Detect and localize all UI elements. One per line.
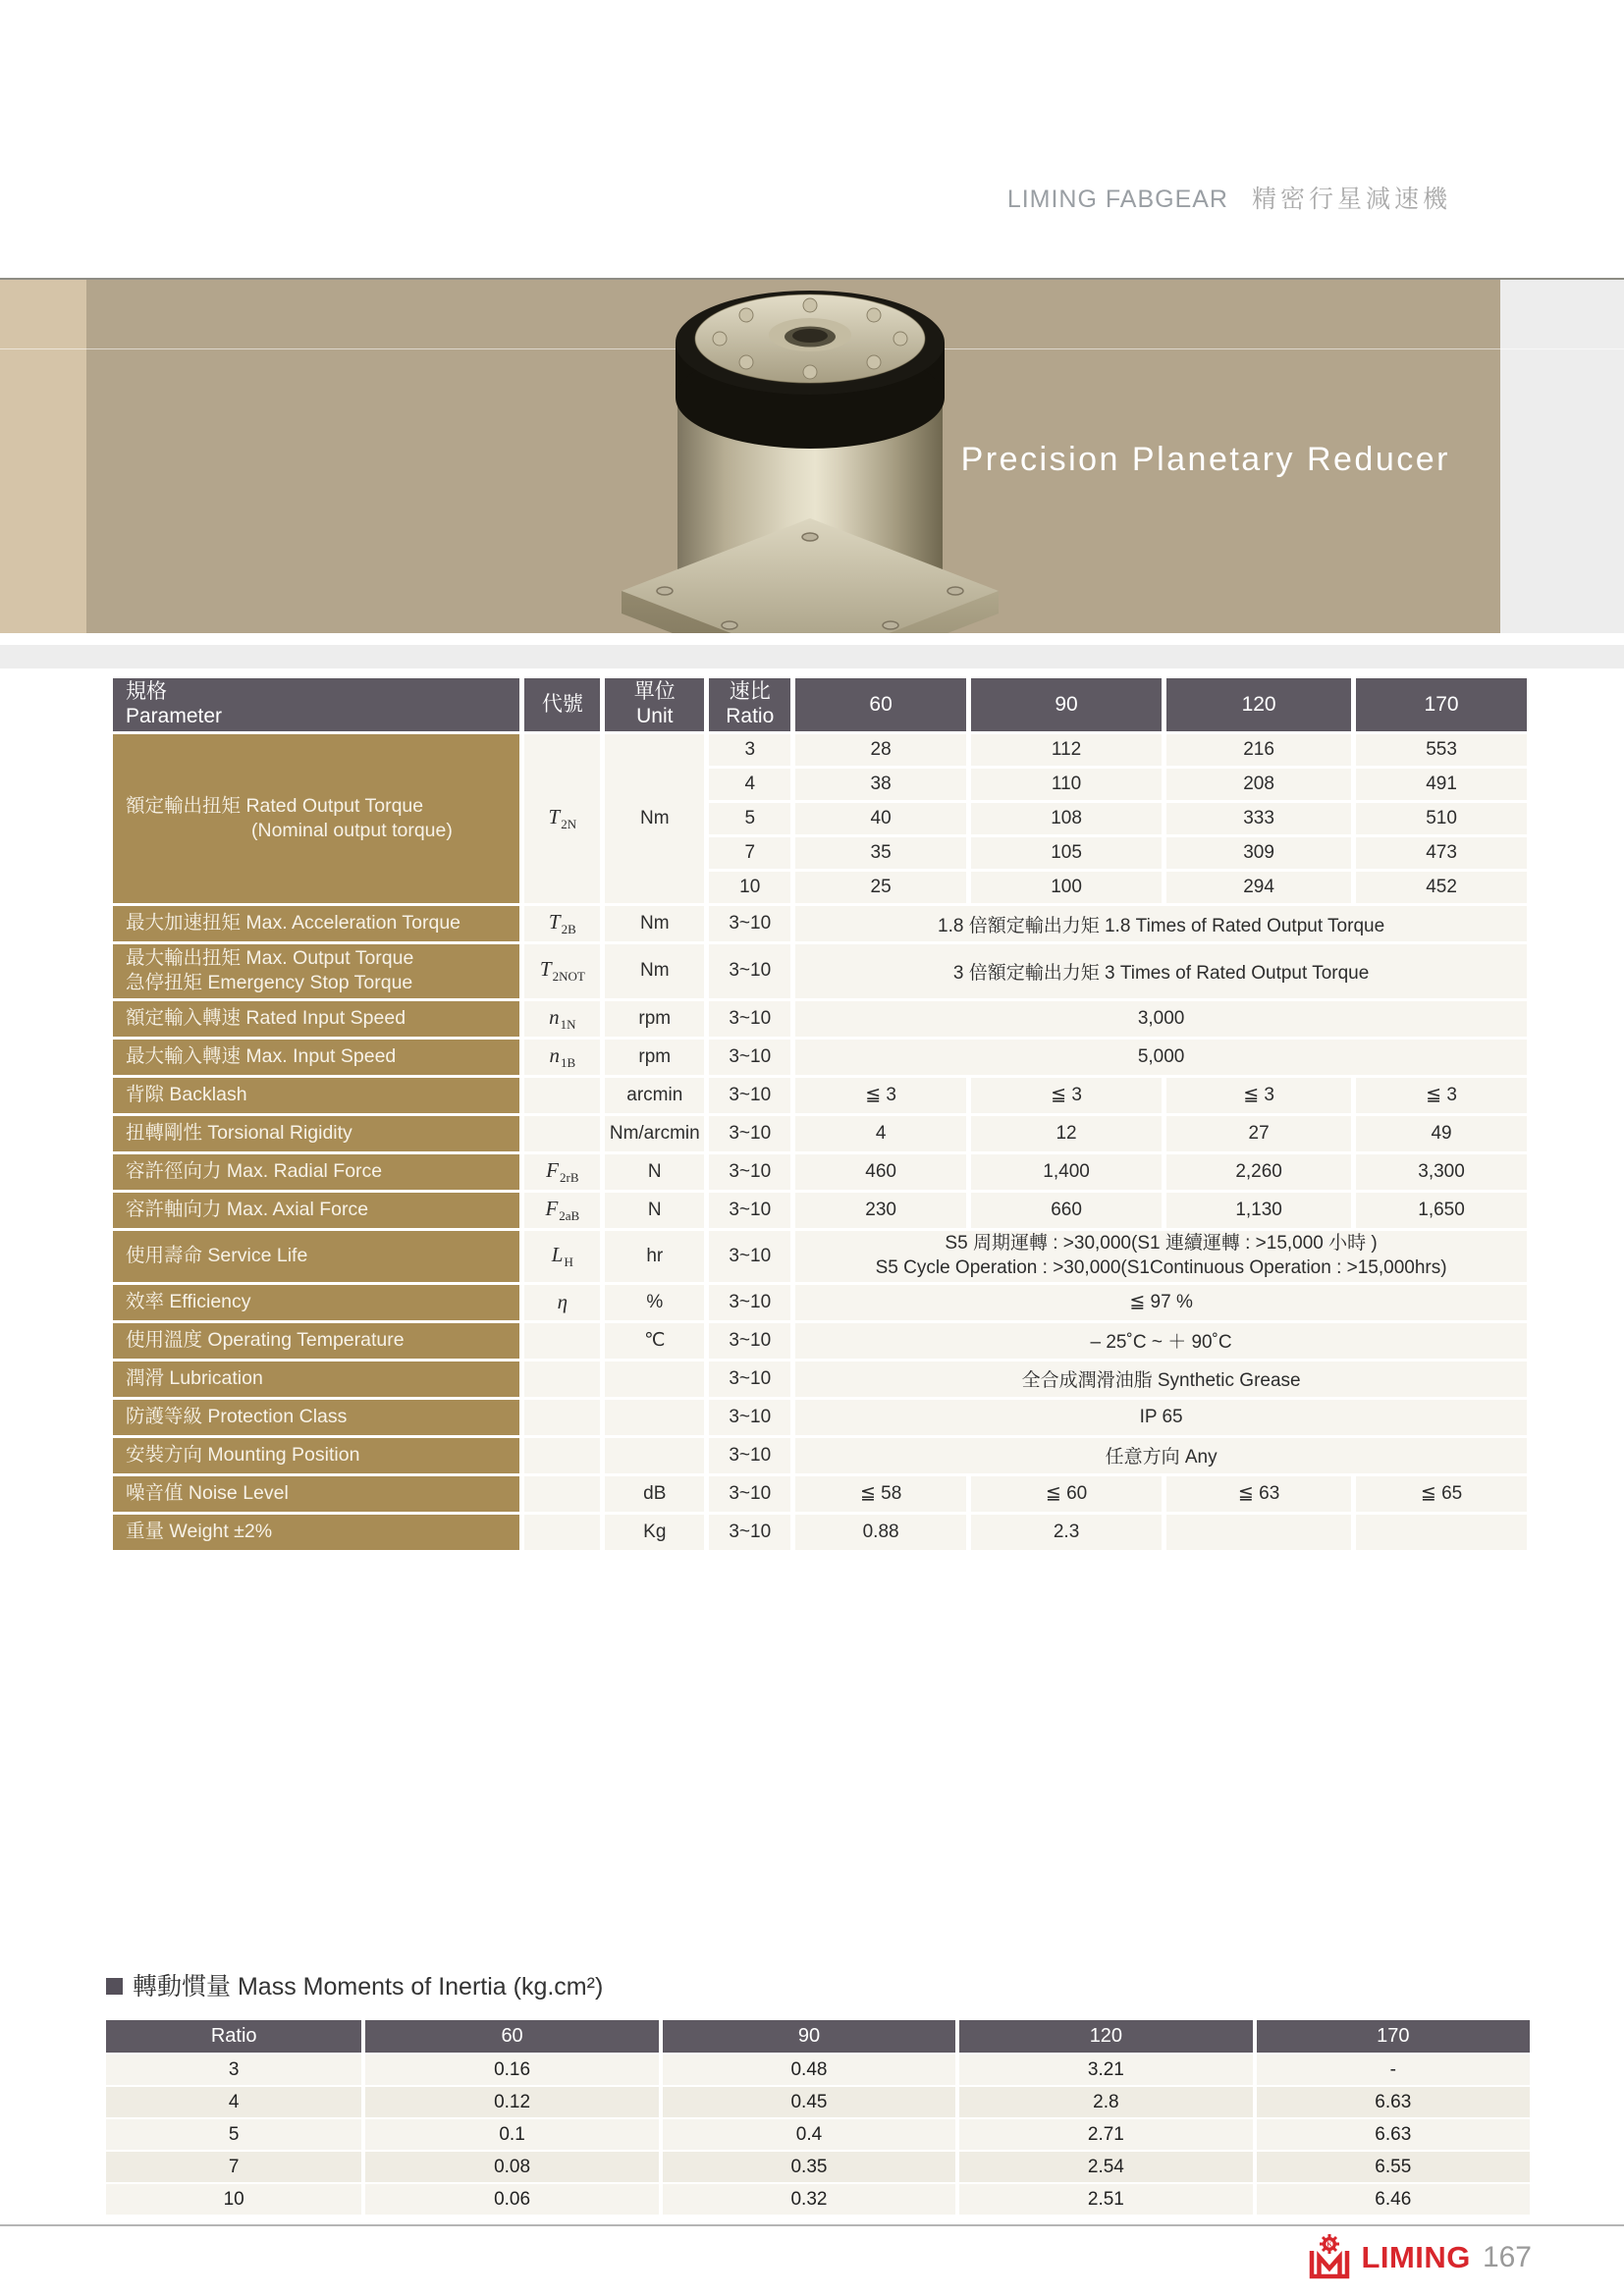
spec-value-cell: 491 [1356, 769, 1527, 800]
spec-ratio-cell: 3~10 [709, 1154, 790, 1190]
spec-header-size-60: 60 [795, 678, 966, 731]
spec-unit-cell: Nm [605, 906, 704, 941]
spec-ratio-cell: 3~10 [709, 1438, 790, 1473]
spec-value-cell: 25 [795, 872, 966, 903]
spec-label-efficiency: 效率 Efficiency [113, 1285, 519, 1320]
inertia-cell: 6.63 [1257, 2119, 1530, 2150]
spec-value-cell: 12 [971, 1116, 1162, 1151]
inertia-cell: 3 [106, 2055, 361, 2085]
brand-tagline: 精密行星減速機 [1251, 186, 1451, 213]
spec-label-rated-output-torque [113, 734, 519, 903]
spec-value-cell: 1,650 [1356, 1193, 1527, 1228]
spec-ratio-cell: 5 [709, 803, 790, 834]
spec-value-cell: 510 [1356, 803, 1527, 834]
inertia-cell: 0.35 [663, 2152, 955, 2182]
inertia-row [106, 2087, 1530, 2117]
spec-value-cell [1356, 1515, 1527, 1550]
spec-label-rated-input-speed: 額定輸入轉速 Rated Input Speed [113, 1001, 519, 1037]
spec-label-protection-class: 防護等級 Protection Class [113, 1400, 519, 1435]
spec-value-cell: 208 [1166, 769, 1351, 800]
footer-divider [0, 2224, 1624, 2226]
spec-header-unit [605, 678, 704, 731]
spec-label-lubrication: 潤滑 Lubrication [113, 1362, 519, 1397]
spec-header-size-120: 120 [1166, 678, 1351, 731]
spec-value-cell: ≦ 60 [971, 1476, 1162, 1512]
spec-label-max-radial-force: 容許徑向力 Max. Radial Force [113, 1154, 519, 1190]
spec-ratio-cell: 3~10 [709, 1362, 790, 1397]
spec-symbol-n1b: $n_{1B}$ [524, 1040, 600, 1075]
inertia-cell: 4 [106, 2087, 361, 2117]
inertia-cell: 2.8 [959, 2087, 1252, 2117]
inertia-cell: 0.32 [663, 2184, 955, 2215]
spec-header-size-90: 90 [971, 678, 1162, 731]
spec-value-cell: 1,130 [1166, 1193, 1351, 1228]
spec-symbol-t2n: $T_{2N}$ [524, 734, 600, 903]
section-marker-icon [106, 1978, 123, 1995]
spec-row-rated-input-speed [113, 1001, 1527, 1037]
spec-value-cell [795, 1231, 1527, 1282]
spec-label-max-output-torque [113, 944, 519, 998]
spec-symbol-cell [524, 1078, 600, 1113]
spec-unit-cell: hr [605, 1231, 704, 1282]
spec-label-service-life: 使用壽命 Service Life [113, 1231, 519, 1282]
spec-value-cell: 309 [1166, 837, 1351, 869]
spec-value-cell: 216 [1166, 734, 1351, 766]
label-note: (Nominal output torque) [251, 820, 453, 841]
spec-symbol-cell [524, 1515, 600, 1550]
spec-row-service-life [113, 1231, 1527, 1282]
inertia-cell: - [1257, 2055, 1530, 2085]
spec-ratio-cell: 3~10 [709, 1515, 790, 1550]
inertia-cell: 7 [106, 2152, 361, 2182]
spec-value-cell: ≦ 58 [795, 1476, 966, 1512]
spec-unit-cell: rpm [605, 1001, 704, 1037]
spec-row-max-acceleration-torque [113, 906, 1527, 941]
spec-row-noise-level [113, 1476, 1527, 1512]
header-unit-zh: 單位 [633, 680, 676, 704]
inertia-cell: 3.21 [959, 2055, 1252, 2085]
spec-value-cell: ≦ 3 [1166, 1078, 1351, 1113]
header-unit-en: Unit [636, 705, 674, 727]
spec-value-cell: 5,000 [795, 1040, 1527, 1075]
spec-symbol-cell [524, 1438, 600, 1473]
spec-row-max-radial-force [113, 1154, 1527, 1190]
spec-row-lubrication [113, 1362, 1527, 1397]
spec-value-cell: 294 [1166, 872, 1351, 903]
spec-ratio-cell: 3~10 [709, 1285, 790, 1320]
spec-value-cell: 2.3 [971, 1515, 1162, 1550]
spec-row-protection-class [113, 1400, 1527, 1435]
spec-unit-cell: N [605, 1193, 704, 1228]
spec-value-cell: 230 [795, 1193, 966, 1228]
spec-value-cell: 452 [1356, 872, 1527, 903]
spec-label-mounting-position: 安裝方向 Mounting Position [113, 1438, 519, 1473]
spec-value-cell: 28 [795, 734, 966, 766]
spec-ratio-cell: 7 [709, 837, 790, 869]
spec-value-cell: 100 [971, 872, 1162, 903]
spec-ratio-cell: 3~10 [709, 1400, 790, 1435]
spec-value-cell: 40 [795, 803, 966, 834]
spec-value-cell: ≦ 65 [1356, 1476, 1527, 1512]
spec-row-mounting-position [113, 1438, 1527, 1473]
inertia-cell: 0.1 [365, 2119, 658, 2150]
spec-unit-cell: rpm [605, 1040, 704, 1075]
inertia-cell: 6.55 [1257, 2152, 1530, 2182]
spec-header-parameter [113, 678, 519, 731]
spec-row-weight [113, 1515, 1527, 1550]
value-line: S5 Cycle Operation : >30,000(S1Continuous Operation : >15,000hrs) [875, 1256, 1447, 1278]
spec-value-cell: 4 [795, 1116, 966, 1151]
header-ratio-zh: 速比 [729, 680, 771, 704]
spec-value-cell: 全合成潤滑油脂 Synthetic Grease [795, 1362, 1527, 1397]
spec-symbol-eta: η [524, 1285, 600, 1320]
inertia-title-en: Mass Moments of Inertia (kg.cm²) [237, 1973, 604, 2001]
spec-value-cell: 3 倍額定輸出力矩 3 Times of Rated Output Torque [795, 944, 1527, 998]
spec-ratio-cell: 3 [709, 734, 790, 766]
hero-title: Precision Planetary Reducer [960, 441, 1450, 478]
spec-ratio-cell: 3~10 [709, 1323, 790, 1359]
spec-label-max-axial-force: 容許軸向力 Max. Axial Force [113, 1193, 519, 1228]
spec-row-max-output-torque [113, 944, 1527, 998]
spec-unit-cell: Nm [605, 944, 704, 998]
spec-label-noise-level: 噪音值 Noise Level [113, 1476, 519, 1512]
spec-header-size-170: 170 [1356, 678, 1527, 731]
footer-brand: LIMING [1361, 2240, 1471, 2274]
inertia-header-90: 90 [663, 2020, 955, 2053]
spec-row-torsional-rigidity [113, 1116, 1527, 1151]
spec-symbol-t2b: $T_{2B}$ [524, 906, 600, 941]
spec-symbol-cell [524, 1362, 600, 1397]
spec-value-cell: ≦ 3 [795, 1078, 966, 1113]
spec-ratio-cell: 3~10 [709, 906, 790, 941]
spec-label-operating-temperature: 使用溫度 Operating Temperature [113, 1323, 519, 1359]
inertia-table [102, 2018, 1534, 2216]
inertia-title-zh: 轉動慣量 [133, 1973, 232, 2001]
spec-value-cell: 35 [795, 837, 966, 869]
spec-row-max-axial-force [113, 1193, 1527, 1228]
banner-left-strip [0, 280, 86, 633]
label-line: 最大輸出扭矩 Max. Output Torque [126, 947, 414, 969]
inertia-cell: 0.06 [365, 2184, 658, 2215]
svg-text:K: K [1326, 2240, 1333, 2249]
hero-banner [0, 278, 1624, 633]
spec-unit-cell: dB [605, 1476, 704, 1512]
spec-header-symbol: 代號 [524, 678, 600, 731]
spec-label-max-input-speed: 最大輸入轉速 Max. Input Speed [113, 1040, 519, 1075]
inertia-row [106, 2119, 1530, 2150]
spec-value-cell: 460 [795, 1154, 966, 1190]
spec-value-cell: 38 [795, 769, 966, 800]
spec-value-cell: 2,260 [1166, 1154, 1351, 1190]
inertia-cell: 2.54 [959, 2152, 1252, 2182]
spec-table [108, 675, 1532, 1553]
spec-value-cell: ≦ 3 [971, 1078, 1162, 1113]
inertia-section-title [106, 1967, 603, 2002]
spec-row-max-input-speed [113, 1040, 1527, 1075]
spec-value-cell: 108 [971, 803, 1162, 834]
inertia-row [106, 2055, 1530, 2085]
spec-unit-cell [605, 1362, 704, 1397]
page-number: 167 [1482, 2241, 1532, 2273]
inertia-cell: 6.63 [1257, 2087, 1530, 2117]
inertia-header-60: 60 [365, 2020, 658, 2053]
spec-value-cell: 任意方向 Any [795, 1438, 1527, 1473]
label-line: 急停扭矩 Emergency Stop Torque [126, 972, 413, 994]
spec-value-cell: IP 65 [795, 1400, 1527, 1435]
spec-ratio-cell: 3~10 [709, 1001, 790, 1037]
spec-row-efficiency [113, 1285, 1527, 1320]
inertia-cell: 0.4 [663, 2119, 955, 2150]
header-param-zh: 規格 [126, 680, 167, 704]
header-param-en: Parameter [126, 705, 223, 727]
inertia-cell: 0.16 [365, 2055, 658, 2085]
spec-symbol-cell [524, 1476, 600, 1512]
spec-ratio-cell: 3~10 [709, 1193, 790, 1228]
liming-logo-icon [1305, 2234, 1354, 2281]
spec-label-max-acceleration-torque: 最大加速扭矩 Max. Acceleration Torque [113, 906, 519, 941]
inertia-cell: 0.48 [663, 2055, 955, 2085]
spec-value-cell: – 25˚C ~ ＋ 90˚C [795, 1323, 1527, 1359]
spec-label-backlash: 背隙 Backlash [113, 1078, 519, 1113]
inertia-cell: 0.08 [365, 2152, 658, 2182]
spec-symbol-cell [524, 1323, 600, 1359]
spec-symbol-cell [524, 1116, 600, 1151]
spec-ratio-cell: 3~10 [709, 1078, 790, 1113]
spec-label-weight: 重量 Weight ±2% [113, 1515, 519, 1550]
banner-bottom-band [0, 645, 1624, 668]
value-line: S5 周期運轉 : >30,000(S1 連續運轉 : >15,000 小時 ) [945, 1233, 1378, 1254]
spec-ratio-cell: 3~10 [709, 1040, 790, 1075]
spec-ratio-cell: 3~10 [709, 1476, 790, 1512]
spec-value-cell: 49 [1356, 1116, 1527, 1151]
spec-value-cell: 105 [971, 837, 1162, 869]
spec-unit-cell: Nm [605, 734, 704, 903]
inertia-cell: 2.51 [959, 2184, 1252, 2215]
spec-ratio-cell: 10 [709, 872, 790, 903]
inertia-cell: 0.45 [663, 2087, 955, 2117]
spec-row-rated-output [113, 734, 1527, 766]
spec-value-cell: 473 [1356, 837, 1527, 869]
inertia-cell: 0.12 [365, 2087, 658, 2117]
spec-value-cell [1166, 1515, 1351, 1550]
spec-row-operating-temperature [113, 1323, 1527, 1359]
spec-value-cell: ≦ 63 [1166, 1476, 1351, 1512]
spec-header-ratio [709, 678, 790, 731]
spec-value-cell: 112 [971, 734, 1162, 766]
spec-value-cell: 3,000 [795, 1001, 1527, 1037]
spec-unit-cell [605, 1438, 704, 1473]
inertia-header-120: 120 [959, 2020, 1252, 2053]
inertia-header-170: 170 [1257, 2020, 1530, 2053]
inertia-header-row [106, 2020, 1530, 2053]
page-brand-header [1007, 180, 1451, 215]
spec-value-cell: 660 [971, 1193, 1162, 1228]
spec-label-torsional-rigidity: 扭轉剛性 Torsional Rigidity [113, 1116, 519, 1151]
spec-symbol-f2ab: $F_{2aB}$ [524, 1193, 600, 1228]
inertia-cell: 6.46 [1257, 2184, 1530, 2215]
spec-ratio-cell: 3~10 [709, 1231, 790, 1282]
header-ratio-en: Ratio [726, 705, 775, 727]
spec-symbol-t2not: $T_{2NOT}$ [524, 944, 600, 998]
spec-value-cell: 27 [1166, 1116, 1351, 1151]
spec-symbol-n1n: $n_{1N}$ [524, 1001, 600, 1037]
spec-symbol-cell [524, 1400, 600, 1435]
spec-unit-cell: Kg [605, 1515, 704, 1550]
spec-unit-cell: ℃ [605, 1323, 704, 1359]
inertia-cell: 5 [106, 2119, 361, 2150]
spec-unit-cell: Nm/arcmin [605, 1116, 704, 1151]
spec-value-cell: 3,300 [1356, 1154, 1527, 1190]
inertia-row [106, 2152, 1530, 2182]
spec-header-row [113, 678, 1527, 731]
banner-right-strip [1500, 280, 1624, 633]
spec-unit-cell: N [605, 1154, 704, 1190]
inertia-cell: 2.71 [959, 2119, 1252, 2150]
inertia-cell: 10 [106, 2184, 361, 2215]
spec-value-cell: 0.88 [795, 1515, 966, 1550]
spec-symbol-lh: $L_H$ [524, 1231, 600, 1282]
inertia-header-ratio: Ratio [106, 2020, 361, 2053]
brand-name: LIMING FABGEAR [1006, 186, 1228, 213]
label-line: 額定輸出扭矩 Rated Output Torque [126, 794, 424, 817]
spec-value-cell: 1,400 [971, 1154, 1162, 1190]
spec-ratio-cell: 3~10 [709, 1116, 790, 1151]
spec-value-cell: 110 [971, 769, 1162, 800]
spec-value-cell: 553 [1356, 734, 1527, 766]
spec-value-cell: ≦ 3 [1356, 1078, 1527, 1113]
spec-ratio-cell: 4 [709, 769, 790, 800]
spec-row-backlash [113, 1078, 1527, 1113]
spec-value-cell: ≦ 97 % [795, 1285, 1527, 1320]
spec-value-cell: 1.8 倍額定輸出力矩 1.8 Times of Rated Output Torque [795, 906, 1527, 941]
spec-symbol-f2rb: $F_{2rB}$ [524, 1154, 600, 1190]
spec-value-cell: 333 [1166, 803, 1351, 834]
spec-unit-cell: arcmin [605, 1078, 704, 1113]
spec-unit-cell [605, 1400, 704, 1435]
inertia-row [106, 2184, 1530, 2215]
spec-ratio-cell: 3~10 [709, 944, 790, 998]
spec-unit-cell: % [605, 1285, 704, 1320]
page-footer [1305, 2234, 1532, 2281]
